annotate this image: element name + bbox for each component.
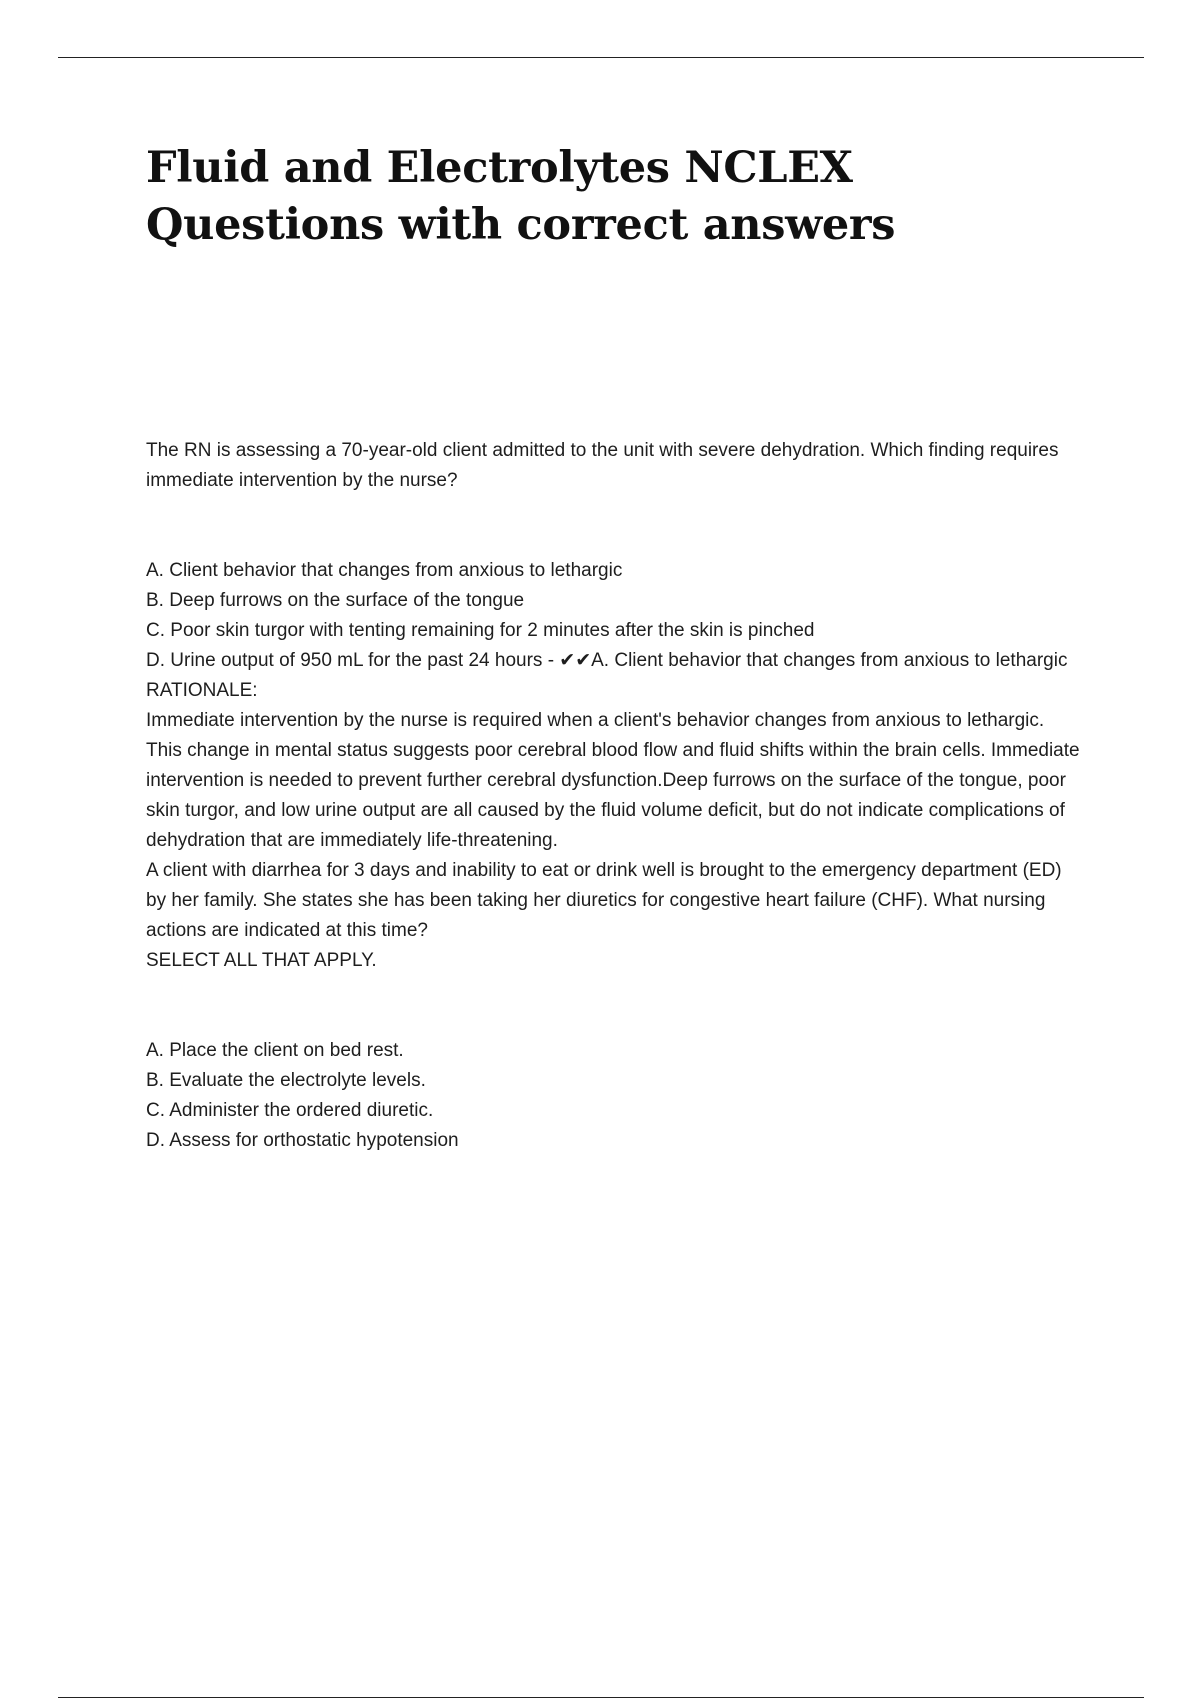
question-1-options bbox=[146, 556, 1081, 676]
document-body bbox=[146, 436, 1081, 1156]
question-1-option-c: C. Poor skin turgor with tenting remaining for 2 minutes after the skin is pinched bbox=[146, 620, 815, 641]
question-2-option-c: C. Administer the ordered diuretic. bbox=[146, 1100, 434, 1121]
question-1-option-d-with-answer: D. Urine output of 950 mL for the past 24 hours - ✔✔A. Client behavior that changes from anxious to lethargic bbox=[146, 650, 1068, 671]
question-2-instruction: SELECT ALL THAT APPLY. bbox=[146, 950, 377, 971]
rationale-text: Immediate intervention by the nurse is required when a client's behavior changes from anxious to lethargic. This change in mental status suggests poor cerebral blood flow and fluid shifts within the brain cells. Immediate intervention is needed to prevent further cerebral dysfunction.Deep furrows on the surface of the tongue, poor skin turgor, and low urine output are all caused by the fluid volume deficit, but do not indicate complications of dehydration that are immediately life-threatening. bbox=[146, 710, 1080, 851]
question-2-stem: A client with diarrhea for 3 days and inability to eat or drink well is brought to the emergency department (ED) by her family. She states she has been taking her diuretics for congestive heart failure (CHF). What nursing actions are indicated at this time? bbox=[146, 860, 1062, 941]
question-2 bbox=[146, 856, 1081, 1156]
question-1-option-a: A. Client behavior that changes from anxious to lethargic bbox=[146, 560, 623, 581]
document-title: Fluid and Electrolytes NCLEX Questions with correct answers bbox=[146, 143, 896, 250]
question-2-option-d: D. Assess for orthostatic hypotension bbox=[146, 1130, 459, 1151]
top-rule bbox=[58, 57, 1144, 58]
question-1-stem: The RN is assessing a 70-year-old client admitted to the unit with severe dehydration. Which finding requires immediate intervention by the nurse? bbox=[146, 440, 1059, 491]
question-2-option-a: A. Place the client on bed rest. bbox=[146, 1040, 404, 1061]
question-2-options bbox=[146, 1036, 1081, 1156]
question-2-option-b: B. Evaluate the electrolyte levels. bbox=[146, 1070, 426, 1091]
rationale-label: RATIONALE: bbox=[146, 680, 258, 701]
bottom-rule bbox=[58, 1697, 1144, 1698]
question-1 bbox=[146, 436, 1081, 856]
question-1-option-b: B. Deep furrows on the surface of the tongue bbox=[146, 590, 525, 611]
